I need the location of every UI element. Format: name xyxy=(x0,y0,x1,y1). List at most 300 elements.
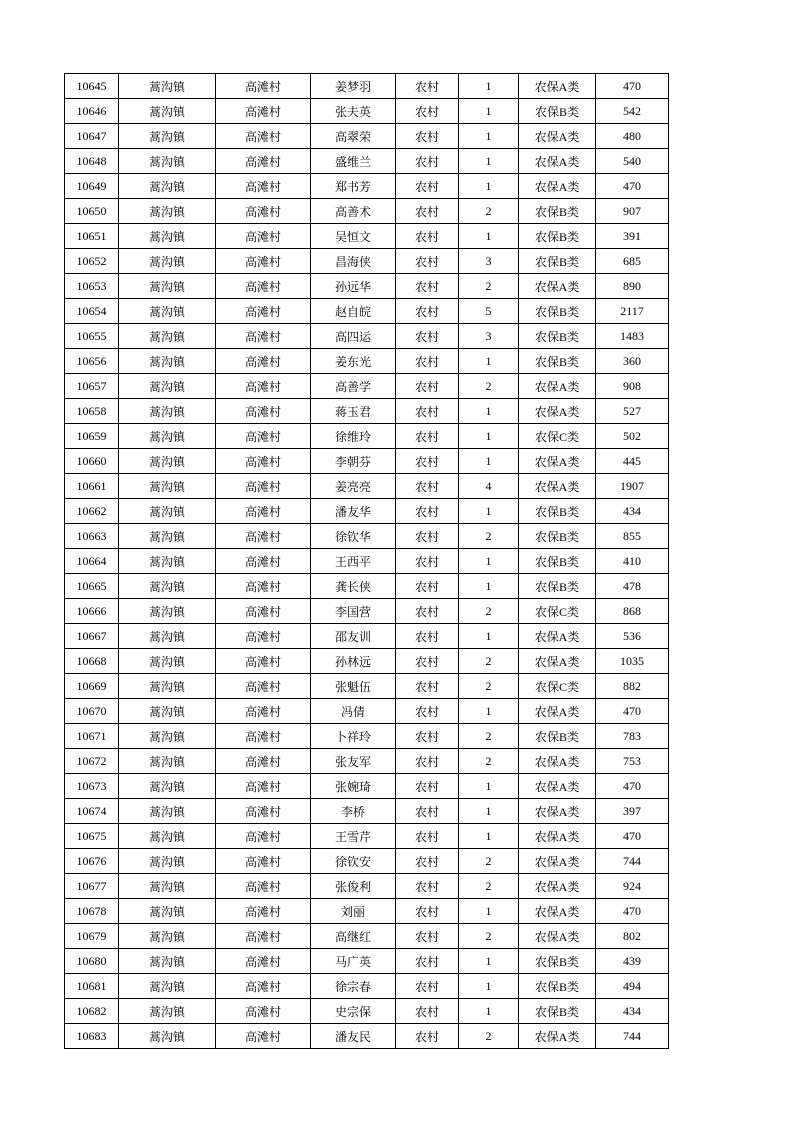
cell-insurance-class: 农保B类 xyxy=(519,949,596,974)
cell-town: 蒿沟镇 xyxy=(119,599,216,624)
cell-person-name: 昌海侠 xyxy=(311,249,396,274)
cell-residence-type: 农村 xyxy=(396,674,459,699)
cell-person-count: 1 xyxy=(459,699,519,724)
cell-record-id: 10646 xyxy=(65,99,119,124)
cell-amount: 924 xyxy=(596,874,669,899)
cell-record-id: 10673 xyxy=(65,774,119,799)
cell-town: 蒿沟镇 xyxy=(119,449,216,474)
cell-record-id: 10653 xyxy=(65,274,119,299)
table-row xyxy=(65,249,669,274)
table-row xyxy=(65,999,669,1024)
cell-residence-type: 农村 xyxy=(396,424,459,449)
cell-residence-type: 农村 xyxy=(396,799,459,824)
cell-insurance-class: 农保A类 xyxy=(519,1024,596,1049)
cell-village: 高滩村 xyxy=(216,399,311,424)
cell-record-id: 10675 xyxy=(65,824,119,849)
cell-village: 高滩村 xyxy=(216,799,311,824)
cell-town: 蒿沟镇 xyxy=(119,574,216,599)
cell-residence-type: 农村 xyxy=(396,274,459,299)
cell-record-id: 10649 xyxy=(65,174,119,199)
cell-village: 高滩村 xyxy=(216,274,311,299)
cell-village: 高滩村 xyxy=(216,599,311,624)
table-row xyxy=(65,524,669,549)
cell-residence-type: 农村 xyxy=(396,724,459,749)
cell-amount: 1035 xyxy=(596,649,669,674)
table-row xyxy=(65,199,669,224)
cell-record-id: 10681 xyxy=(65,974,119,999)
cell-record-id: 10671 xyxy=(65,724,119,749)
cell-residence-type: 农村 xyxy=(396,574,459,599)
cell-person-count: 1 xyxy=(459,149,519,174)
cell-amount: 744 xyxy=(596,1024,669,1049)
cell-town: 蒿沟镇 xyxy=(119,874,216,899)
cell-village: 高滩村 xyxy=(216,899,311,924)
cell-insurance-class: 农保A类 xyxy=(519,824,596,849)
cell-record-id: 10666 xyxy=(65,599,119,624)
cell-insurance-class: 农保A类 xyxy=(519,624,596,649)
cell-town: 蒿沟镇 xyxy=(119,824,216,849)
cell-insurance-class: 农保A类 xyxy=(519,149,596,174)
cell-town: 蒿沟镇 xyxy=(119,499,216,524)
cell-person-name: 高四运 xyxy=(311,324,396,349)
cell-person-name: 孙林远 xyxy=(311,649,396,674)
table-row xyxy=(65,149,669,174)
cell-person-name: 赵自皖 xyxy=(311,299,396,324)
cell-village: 高滩村 xyxy=(216,249,311,274)
cell-record-id: 10664 xyxy=(65,549,119,574)
cell-record-id: 10648 xyxy=(65,149,119,174)
cell-town: 蒿沟镇 xyxy=(119,474,216,499)
cell-amount: 439 xyxy=(596,949,669,974)
cell-amount: 908 xyxy=(596,374,669,399)
cell-insurance-class: 农保B类 xyxy=(519,974,596,999)
cell-town: 蒿沟镇 xyxy=(119,849,216,874)
cell-insurance-class: 农保A类 xyxy=(519,849,596,874)
cell-insurance-class: 农保A类 xyxy=(519,874,596,899)
cell-residence-type: 农村 xyxy=(396,899,459,924)
cell-town: 蒿沟镇 xyxy=(119,649,216,674)
cell-person-name: 张俊利 xyxy=(311,874,396,899)
table-row xyxy=(65,224,669,249)
cell-residence-type: 农村 xyxy=(396,974,459,999)
cell-town: 蒿沟镇 xyxy=(119,724,216,749)
cell-amount: 470 xyxy=(596,74,669,99)
cell-insurance-class: 农保A类 xyxy=(519,799,596,824)
cell-person-name: 姜亮亮 xyxy=(311,474,396,499)
cell-record-id: 10661 xyxy=(65,474,119,499)
cell-person-count: 1 xyxy=(459,99,519,124)
table-row xyxy=(65,574,669,599)
cell-amount: 744 xyxy=(596,849,669,874)
cell-village: 高滩村 xyxy=(216,524,311,549)
cell-village: 高滩村 xyxy=(216,824,311,849)
cell-person-count: 2 xyxy=(459,649,519,674)
cell-village: 高滩村 xyxy=(216,324,311,349)
cell-person-count: 1 xyxy=(459,774,519,799)
cell-village: 高滩村 xyxy=(216,349,311,374)
cell-town: 蒿沟镇 xyxy=(119,974,216,999)
cell-town: 蒿沟镇 xyxy=(119,624,216,649)
cell-amount: 502 xyxy=(596,424,669,449)
records-table xyxy=(64,73,669,1049)
cell-record-id: 10663 xyxy=(65,524,119,549)
cell-record-id: 10647 xyxy=(65,124,119,149)
table-row xyxy=(65,399,669,424)
table-row xyxy=(65,549,669,574)
cell-village: 高滩村 xyxy=(216,574,311,599)
cell-town: 蒿沟镇 xyxy=(119,999,216,1024)
cell-person-name: 史宗保 xyxy=(311,999,396,1024)
table-row xyxy=(65,699,669,724)
cell-village: 高滩村 xyxy=(216,199,311,224)
cell-residence-type: 农村 xyxy=(396,174,459,199)
cell-residence-type: 农村 xyxy=(396,749,459,774)
cell-person-count: 2 xyxy=(459,849,519,874)
cell-amount: 536 xyxy=(596,624,669,649)
cell-residence-type: 农村 xyxy=(396,924,459,949)
cell-village: 高滩村 xyxy=(216,549,311,574)
table-row xyxy=(65,724,669,749)
table-row xyxy=(65,299,669,324)
table-row xyxy=(65,374,669,399)
cell-town: 蒿沟镇 xyxy=(119,349,216,374)
cell-town: 蒿沟镇 xyxy=(119,674,216,699)
cell-insurance-class: 农保A类 xyxy=(519,649,596,674)
cell-record-id: 10657 xyxy=(65,374,119,399)
cell-village: 高滩村 xyxy=(216,699,311,724)
cell-town: 蒿沟镇 xyxy=(119,549,216,574)
cell-person-name: 李国营 xyxy=(311,599,396,624)
cell-amount: 685 xyxy=(596,249,669,274)
cell-amount: 855 xyxy=(596,524,669,549)
table-row xyxy=(65,324,669,349)
table-row xyxy=(65,274,669,299)
cell-residence-type: 农村 xyxy=(396,624,459,649)
cell-person-name: 徐宗春 xyxy=(311,974,396,999)
table-row xyxy=(65,874,669,899)
cell-insurance-class: 农保A类 xyxy=(519,74,596,99)
cell-record-id: 10655 xyxy=(65,324,119,349)
cell-amount: 783 xyxy=(596,724,669,749)
cell-amount: 540 xyxy=(596,149,669,174)
cell-record-id: 10660 xyxy=(65,449,119,474)
cell-amount: 470 xyxy=(596,174,669,199)
table-row xyxy=(65,749,669,774)
cell-residence-type: 农村 xyxy=(396,299,459,324)
cell-person-count: 1 xyxy=(459,549,519,574)
cell-amount: 907 xyxy=(596,199,669,224)
cell-village: 高滩村 xyxy=(216,749,311,774)
cell-town: 蒿沟镇 xyxy=(119,324,216,349)
cell-person-name: 李朝芬 xyxy=(311,449,396,474)
cell-person-name: 孙远华 xyxy=(311,274,396,299)
cell-village: 高滩村 xyxy=(216,449,311,474)
cell-village: 高滩村 xyxy=(216,174,311,199)
cell-town: 蒿沟镇 xyxy=(119,74,216,99)
cell-amount: 494 xyxy=(596,974,669,999)
cell-record-id: 10645 xyxy=(65,74,119,99)
cell-person-count: 4 xyxy=(459,474,519,499)
cell-village: 高滩村 xyxy=(216,774,311,799)
cell-town: 蒿沟镇 xyxy=(119,124,216,149)
cell-residence-type: 农村 xyxy=(396,449,459,474)
cell-village: 高滩村 xyxy=(216,499,311,524)
cell-person-name: 姜梦羽 xyxy=(311,74,396,99)
cell-insurance-class: 农保B类 xyxy=(519,249,596,274)
cell-person-name: 高善学 xyxy=(311,374,396,399)
cell-record-id: 10676 xyxy=(65,849,119,874)
table-row xyxy=(65,174,669,199)
cell-record-id: 10652 xyxy=(65,249,119,274)
cell-amount: 753 xyxy=(596,749,669,774)
cell-amount: 470 xyxy=(596,824,669,849)
cell-insurance-class: 农保B类 xyxy=(519,999,596,1024)
cell-person-name: 高继红 xyxy=(311,924,396,949)
cell-amount: 1907 xyxy=(596,474,669,499)
cell-village: 高滩村 xyxy=(216,224,311,249)
cell-village: 高滩村 xyxy=(216,649,311,674)
cell-amount: 434 xyxy=(596,499,669,524)
cell-person-count: 1 xyxy=(459,224,519,249)
cell-person-count: 2 xyxy=(459,724,519,749)
cell-village: 高滩村 xyxy=(216,124,311,149)
cell-residence-type: 农村 xyxy=(396,874,459,899)
cell-person-name: 刘丽 xyxy=(311,899,396,924)
cell-person-count: 1 xyxy=(459,424,519,449)
cell-person-name: 李桥 xyxy=(311,799,396,824)
cell-town: 蒿沟镇 xyxy=(119,799,216,824)
cell-amount: 527 xyxy=(596,399,669,424)
cell-residence-type: 农村 xyxy=(396,399,459,424)
cell-person-count: 1 xyxy=(459,949,519,974)
cell-town: 蒿沟镇 xyxy=(119,899,216,924)
table-row xyxy=(65,624,669,649)
cell-amount: 802 xyxy=(596,924,669,949)
table-row xyxy=(65,99,669,124)
cell-town: 蒿沟镇 xyxy=(119,174,216,199)
cell-insurance-class: 农保B类 xyxy=(519,299,596,324)
cell-village: 高滩村 xyxy=(216,849,311,874)
table-row xyxy=(65,899,669,924)
cell-record-id: 10650 xyxy=(65,199,119,224)
cell-record-id: 10668 xyxy=(65,649,119,674)
cell-insurance-class: 农保B类 xyxy=(519,99,596,124)
cell-person-name: 盛维兰 xyxy=(311,149,396,174)
cell-amount: 882 xyxy=(596,674,669,699)
table-row xyxy=(65,1024,669,1049)
cell-record-id: 10669 xyxy=(65,674,119,699)
cell-residence-type: 农村 xyxy=(396,1024,459,1049)
cell-person-name: 高善术 xyxy=(311,199,396,224)
cell-amount: 1483 xyxy=(596,324,669,349)
cell-town: 蒿沟镇 xyxy=(119,699,216,724)
cell-village: 高滩村 xyxy=(216,99,311,124)
cell-person-name: 张友军 xyxy=(311,749,396,774)
cell-person-count: 1 xyxy=(459,174,519,199)
cell-insurance-class: 农保A类 xyxy=(519,774,596,799)
cell-village: 高滩村 xyxy=(216,474,311,499)
cell-person-name: 徐维玲 xyxy=(311,424,396,449)
cell-insurance-class: 农保B类 xyxy=(519,724,596,749)
cell-person-count: 1 xyxy=(459,999,519,1024)
cell-person-name: 王雪芹 xyxy=(311,824,396,849)
cell-village: 高滩村 xyxy=(216,674,311,699)
table-row xyxy=(65,124,669,149)
cell-amount: 434 xyxy=(596,999,669,1024)
cell-residence-type: 农村 xyxy=(396,124,459,149)
cell-amount: 480 xyxy=(596,124,669,149)
table-row xyxy=(65,924,669,949)
cell-person-name: 吴恒文 xyxy=(311,224,396,249)
cell-residence-type: 农村 xyxy=(396,549,459,574)
cell-amount: 445 xyxy=(596,449,669,474)
cell-village: 高滩村 xyxy=(216,999,311,1024)
cell-village: 高滩村 xyxy=(216,874,311,899)
cell-person-name: 潘友华 xyxy=(311,499,396,524)
table-row xyxy=(65,974,669,999)
cell-town: 蒿沟镇 xyxy=(119,524,216,549)
cell-residence-type: 农村 xyxy=(396,374,459,399)
table-row xyxy=(65,949,669,974)
cell-person-count: 1 xyxy=(459,499,519,524)
cell-record-id: 10680 xyxy=(65,949,119,974)
cell-residence-type: 农村 xyxy=(396,524,459,549)
cell-person-name: 郑书芳 xyxy=(311,174,396,199)
cell-village: 高滩村 xyxy=(216,724,311,749)
cell-amount: 890 xyxy=(596,274,669,299)
cell-residence-type: 农村 xyxy=(396,849,459,874)
cell-record-id: 10651 xyxy=(65,224,119,249)
cell-town: 蒿沟镇 xyxy=(119,774,216,799)
records-table-body xyxy=(65,74,669,1049)
cell-residence-type: 农村 xyxy=(396,349,459,374)
cell-record-id: 10678 xyxy=(65,899,119,924)
cell-amount: 410 xyxy=(596,549,669,574)
cell-insurance-class: 农保C类 xyxy=(519,599,596,624)
cell-person-count: 2 xyxy=(459,924,519,949)
cell-village: 高滩村 xyxy=(216,624,311,649)
table-row xyxy=(65,74,669,99)
cell-person-count: 3 xyxy=(459,249,519,274)
cell-town: 蒿沟镇 xyxy=(119,299,216,324)
cell-person-name: 冯倩 xyxy=(311,699,396,724)
cell-residence-type: 农村 xyxy=(396,774,459,799)
table-row xyxy=(65,349,669,374)
cell-residence-type: 农村 xyxy=(396,249,459,274)
cell-town: 蒿沟镇 xyxy=(119,224,216,249)
cell-town: 蒿沟镇 xyxy=(119,149,216,174)
cell-residence-type: 农村 xyxy=(396,474,459,499)
cell-town: 蒿沟镇 xyxy=(119,1024,216,1049)
cell-town: 蒿沟镇 xyxy=(119,924,216,949)
cell-town: 蒿沟镇 xyxy=(119,374,216,399)
cell-amount: 470 xyxy=(596,699,669,724)
cell-town: 蒿沟镇 xyxy=(119,949,216,974)
cell-person-name: 张魁伍 xyxy=(311,674,396,699)
cell-insurance-class: 农保A类 xyxy=(519,274,596,299)
cell-town: 蒿沟镇 xyxy=(119,424,216,449)
cell-insurance-class: 农保B类 xyxy=(519,224,596,249)
cell-person-count: 2 xyxy=(459,874,519,899)
cell-amount: 391 xyxy=(596,224,669,249)
cell-village: 高滩村 xyxy=(216,949,311,974)
table-row xyxy=(65,424,669,449)
cell-town: 蒿沟镇 xyxy=(119,249,216,274)
table-row xyxy=(65,649,669,674)
table-row xyxy=(65,674,669,699)
cell-person-count: 3 xyxy=(459,324,519,349)
cell-village: 高滩村 xyxy=(216,374,311,399)
cell-town: 蒿沟镇 xyxy=(119,749,216,774)
cell-person-count: 1 xyxy=(459,74,519,99)
cell-village: 高滩村 xyxy=(216,74,311,99)
table-row xyxy=(65,774,669,799)
cell-person-count: 1 xyxy=(459,974,519,999)
cell-residence-type: 农村 xyxy=(396,824,459,849)
cell-person-count: 1 xyxy=(459,899,519,924)
cell-person-count: 1 xyxy=(459,449,519,474)
cell-amount: 868 xyxy=(596,599,669,624)
cell-residence-type: 农村 xyxy=(396,649,459,674)
cell-insurance-class: 农保B类 xyxy=(519,324,596,349)
cell-record-id: 10662 xyxy=(65,499,119,524)
cell-village: 高滩村 xyxy=(216,974,311,999)
cell-person-name: 邵友训 xyxy=(311,624,396,649)
cell-person-count: 1 xyxy=(459,399,519,424)
cell-person-count: 1 xyxy=(459,574,519,599)
table-row xyxy=(65,474,669,499)
cell-insurance-class: 农保B类 xyxy=(519,549,596,574)
cell-person-count: 1 xyxy=(459,799,519,824)
cell-residence-type: 农村 xyxy=(396,699,459,724)
cell-record-id: 10665 xyxy=(65,574,119,599)
table-row xyxy=(65,849,669,874)
cell-record-id: 10682 xyxy=(65,999,119,1024)
cell-person-count: 1 xyxy=(459,624,519,649)
cell-insurance-class: 农保A类 xyxy=(519,924,596,949)
cell-residence-type: 农村 xyxy=(396,999,459,1024)
cell-residence-type: 农村 xyxy=(396,149,459,174)
table-row xyxy=(65,799,669,824)
cell-record-id: 10654 xyxy=(65,299,119,324)
cell-person-count: 2 xyxy=(459,1024,519,1049)
cell-record-id: 10677 xyxy=(65,874,119,899)
cell-amount: 478 xyxy=(596,574,669,599)
cell-insurance-class: 农保A类 xyxy=(519,374,596,399)
table-row xyxy=(65,449,669,474)
cell-residence-type: 农村 xyxy=(396,224,459,249)
cell-amount: 470 xyxy=(596,774,669,799)
cell-person-count: 5 xyxy=(459,299,519,324)
cell-amount: 470 xyxy=(596,899,669,924)
cell-town: 蒿沟镇 xyxy=(119,99,216,124)
cell-person-name: 徐钦安 xyxy=(311,849,396,874)
cell-insurance-class: 农保B类 xyxy=(519,199,596,224)
cell-record-id: 10670 xyxy=(65,699,119,724)
cell-insurance-class: 农保A类 xyxy=(519,899,596,924)
cell-insurance-class: 农保B类 xyxy=(519,574,596,599)
cell-amount: 360 xyxy=(596,349,669,374)
cell-person-count: 2 xyxy=(459,599,519,624)
cell-residence-type: 农村 xyxy=(396,99,459,124)
cell-amount: 2117 xyxy=(596,299,669,324)
cell-record-id: 10674 xyxy=(65,799,119,824)
cell-village: 高滩村 xyxy=(216,149,311,174)
table-row xyxy=(65,499,669,524)
cell-person-name: 张婉琦 xyxy=(311,774,396,799)
cell-insurance-class: 农保C类 xyxy=(519,424,596,449)
cell-person-count: 1 xyxy=(459,349,519,374)
